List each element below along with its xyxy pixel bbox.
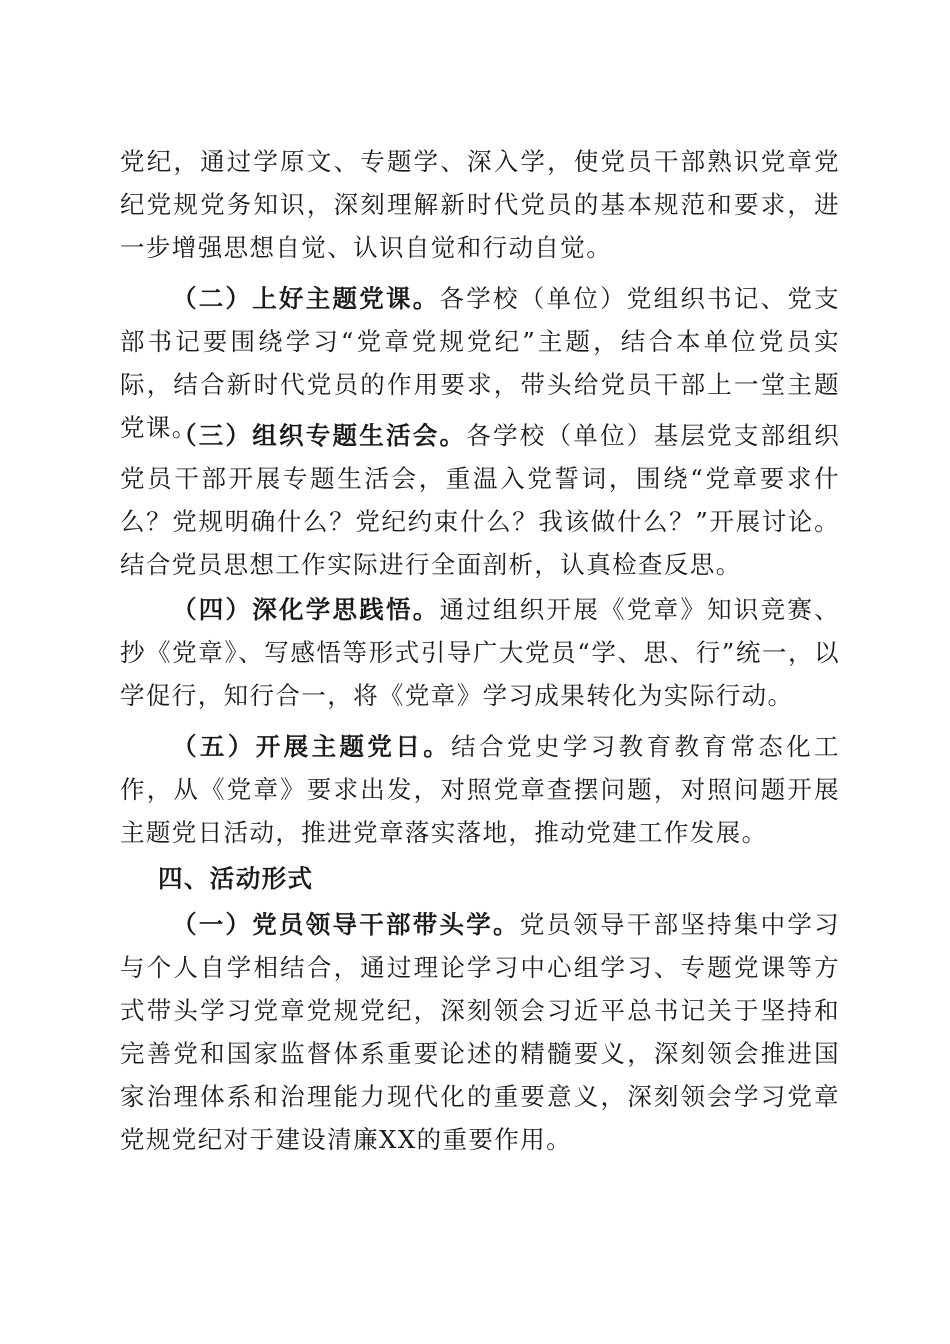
paragraph-5-text: 结合党史学习教育教育常态化工作，从《党章》要求出发，对照党章查摆问题，对照问题开展主题党日活动，推进党章落实落地，推动党建工作发展。 [120,732,840,847]
paragraph-6-heading: （一）党员领导干部带头学。 [172,910,520,939]
paragraph-5 [120,725,840,854]
paragraph-5-heading: （五）开展主题党日。 [172,732,452,761]
paragraph-4-text: 通过组织开展《党章》知识竞赛、抄《党章》、写感悟等形式引导广大党员“学、思、行”统一，以学促行，知行合一，将《党章》学习成果转化为实际行动。 [120,595,841,710]
paragraph-3 [120,414,840,586]
paragraph-4 [120,588,840,717]
paragraph-6 [120,903,840,1161]
paragraph-6-text: 党员领导干部坚持集中学习与个人自学相结合，通过理论学习中心组学习、专题党课等方式带头学习党章党规党纪，深刻领会习近平总书记关于坚持和完善党和国家监督体系重要论述的精髓要义，深刻领会推进国家治理体系和治理能力现代化的重要意义，深刻领会学习党章党规党纪对于建设清廉XX的重要作用。 [120,910,840,1154]
paragraph-1-text: 党纪，通过学原文、专题学、深入学，使党员干部熟识党章党纪党规党务知识，深刻理解新时代党员的基本规范和要求，进一步增强思想自觉、认识自觉和行动自觉。 [120,147,840,262]
paragraph-3-heading: （三）组织专题生活会。 [172,421,467,450]
paragraph-2-heading: （二）上好主题党课。 [172,284,440,313]
paragraph-2-text: 各学校（单位）党组织书记、党支部书记要围绕学习“党章党规党纪”主题，结合本单位党员实际，结合新时代党员的作用要求，带头给党员干部上一堂主题党课。 [120,284,841,442]
paragraph-4-heading: （四）深化学思践悟。 [172,595,440,624]
paragraph-1 [120,140,840,269]
section-heading [120,857,840,900]
paragraph-3-text: 各学校（单位）基层党支部组织党员干部开展专题生活会，重温入党誓词，围绕“党章要求什么？党规明确什么？党纪约束什么？我该做什么？”开展讨论。结合党员思想工作实际进行全面剖析，认真检查反思。 [120,421,840,579]
section-heading-text: 四、活动形式 [158,864,314,893]
